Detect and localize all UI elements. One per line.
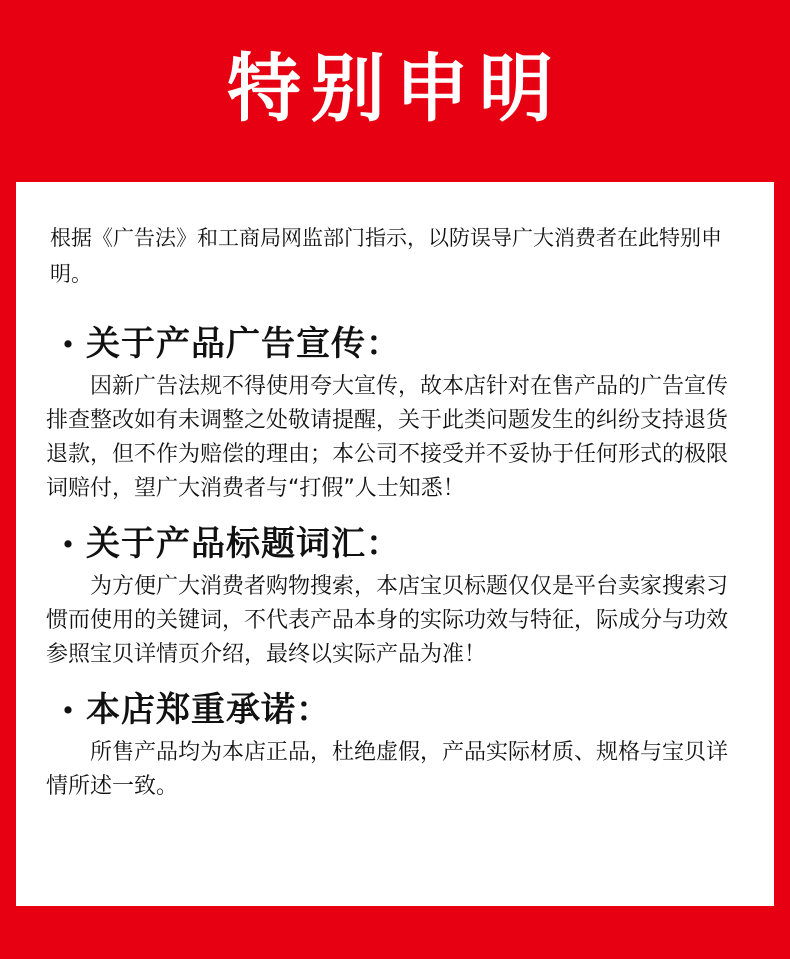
section-heading xyxy=(50,518,764,570)
section-title: 关于产品广告宣传： xyxy=(86,324,401,364)
bullet-icon: • xyxy=(60,529,76,559)
section-title: 本店郑重承诺： xyxy=(86,690,331,730)
section-title: 关于产品标题词汇： xyxy=(86,524,401,564)
section-promise xyxy=(46,684,764,804)
content-panel xyxy=(16,182,774,906)
section-title-vocabulary xyxy=(46,518,764,672)
header-banner xyxy=(0,0,790,182)
section-heading xyxy=(50,318,764,370)
section-heading xyxy=(50,684,764,736)
section-body: 因新广告法规不得使用夸大宣传，故本店针对在售产品的广告宣传排查整改如有未调整之处敬请提醒，关于此类问题发生的纠纷支持退货退款，但不作为赔偿的理由；本公司不接受并不妥协于任何形式的极限词赔付，望广大消费者与“打假”人士知悉！ xyxy=(46,374,729,501)
section-body: 为方便广大消费者购物搜索，本店宝贝标题仅仅是平台卖家搜索习惯而使用的关键词，不代表产品本身的实际功效与特征，际成分与功效参照宝贝详情页介绍，最终以实际产品为准！ xyxy=(46,574,729,667)
intro-text: 根据《广告法》和工商局网监部门指示，以防误导广大消费者在此特别申明。 xyxy=(50,226,722,286)
bullet-icon: • xyxy=(60,329,76,359)
page-title: 特别申明 xyxy=(227,46,563,132)
section-advertising xyxy=(46,318,764,506)
bullet-icon: • xyxy=(60,695,76,725)
section-body: 所售产品均为本店正品，杜绝虚假，产品实际材质、规格与宝贝详情所述一致。 xyxy=(46,740,729,799)
